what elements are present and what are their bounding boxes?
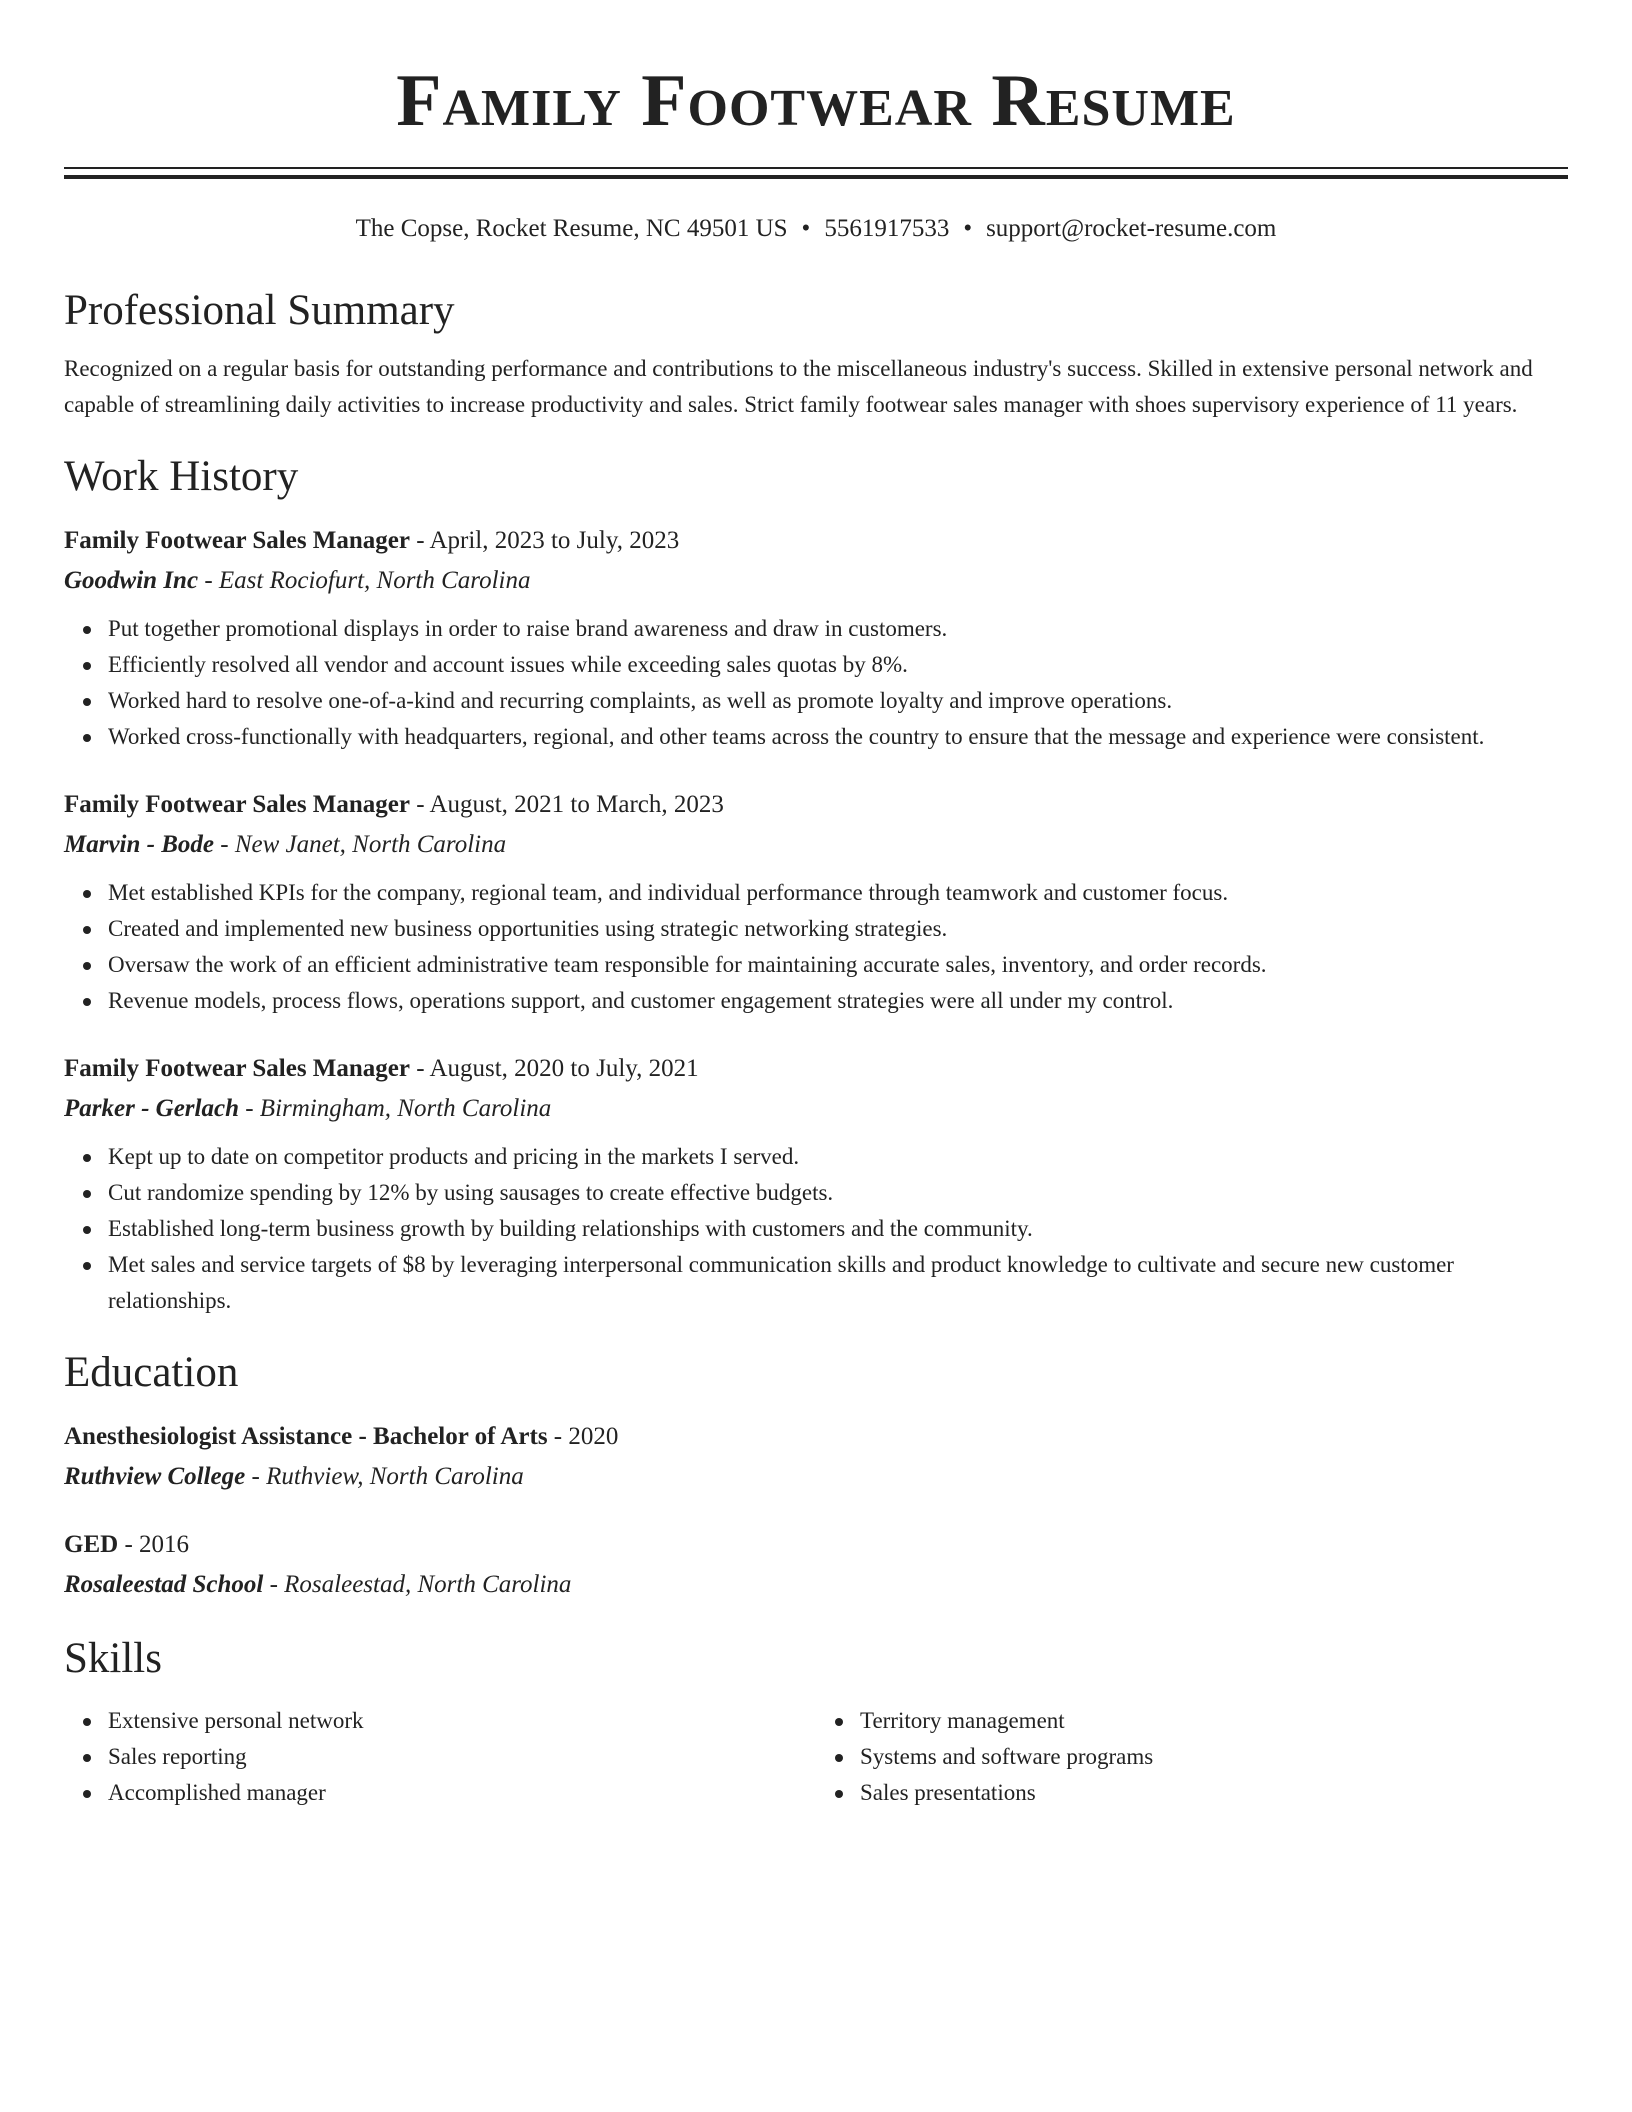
job-location: - Birmingham, North Carolina [238, 1095, 552, 1122]
education-location: - Ruthview, North Carolina [245, 1463, 524, 1490]
summary-text: Recognized on a regular basis for outstanding performance and contributions to the miscellaneous industry's success. Skilled in extensive personal network and capable of streamlining daily activities to increase productivity and sales. Strict family footwear sales manager with shoes supervisory experience of 11 years. [64, 356, 1533, 417]
education-location: - Rosaleestad, North Carolina [263, 1571, 572, 1598]
education-degree-line [64, 1417, 1568, 1457]
job-bullet: Put together promotional displays in order to raise brand awareness and draw in customers. [108, 611, 1568, 647]
education-school: Ruthview College [64, 1463, 246, 1490]
education-entry [64, 1525, 1568, 1605]
job-company: Goodwin Inc [64, 567, 199, 594]
job-location: - East Rociofurt, North Carolina [198, 567, 531, 594]
job-bullet: Efficiently resolved all vendor and account issues while exceeding sales quotas by 8%. [108, 647, 1568, 683]
job-entry [64, 521, 1568, 755]
education-degree-line [64, 1525, 1568, 1565]
job-bullet: Created and implemented new business opportunities using strategic networking strategies. [108, 911, 1568, 947]
skills-list-right [816, 1703, 1568, 1811]
education-year: - 2016 [118, 1531, 190, 1558]
job-bullet: Kept up to date on competitor products and pricing in the markets I served. [108, 1139, 1568, 1175]
skill-item: Accomplished manager [108, 1775, 816, 1811]
skills-heading: Skills [64, 1635, 162, 1682]
contact-separator: • [963, 215, 973, 242]
work-history-heading: Work History [64, 453, 299, 500]
job-dates: - August, 2021 to March, 2023 [410, 791, 724, 818]
skill-item: Systems and software programs [860, 1739, 1568, 1775]
job-bullets [64, 611, 1568, 755]
education-school: Rosaleestad School [64, 1571, 264, 1598]
skill-item: Sales presentations [860, 1775, 1568, 1811]
education-school-line [64, 1565, 1568, 1605]
job-bullets [64, 875, 1568, 1019]
job-bullet: Met sales and service targets of $8 by leveraging interpersonal communication skills and product knowledge to cultivate and secure new customer relationships. [108, 1247, 1568, 1319]
resume-title: Family Footwear Resume [396, 60, 1236, 142]
job-company-line [64, 825, 1568, 865]
contact-phone: 5561917533 [824, 215, 950, 242]
skills-columns [64, 1703, 1568, 1811]
skills-list-left [64, 1703, 816, 1811]
skill-item: Extensive personal network [108, 1703, 816, 1739]
job-dates: - April, 2023 to July, 2023 [410, 527, 680, 554]
job-location: - New Janet, North Carolina [214, 831, 507, 858]
education-degree: GED [64, 1531, 119, 1558]
job-title-line [64, 1049, 1568, 1089]
contact-line [64, 213, 1568, 245]
title-divider-thin [64, 167, 1568, 169]
contact-address: The Copse, Rocket Resume, NC 49501 US [355, 215, 788, 242]
job-entry [64, 785, 1568, 1019]
job-role: Family Footwear Sales Manager [64, 1055, 410, 1082]
job-company: Parker - Gerlach [64, 1095, 239, 1122]
job-company: Marvin - Bode [64, 831, 214, 858]
education-heading: Education [64, 1349, 239, 1396]
job-bullets [64, 1139, 1568, 1319]
job-role: Family Footwear Sales Manager [64, 791, 410, 818]
job-bullet: Oversaw the work of an efficient administrative team responsible for maintaining accurate sales, inventory, and order records. [108, 947, 1568, 983]
job-title-line [64, 785, 1568, 825]
job-bullet: Worked cross-functionally with headquarters, regional, and other teams across the country to ensure that the message and experience were consistent. [108, 719, 1568, 755]
education-degree: Anesthesiologist Assistance - Bachelor of Arts [64, 1423, 548, 1450]
education-year: - 2020 [547, 1423, 619, 1450]
job-company-line [64, 1089, 1568, 1129]
job-bullet: Worked hard to resolve one-of-a-kind and recurring complaints, as well as promote loyalty and improve operations. [108, 683, 1568, 719]
job-bullet: Established long-term business growth by building relationships with customers and the community. [108, 1211, 1568, 1247]
job-bullet: Revenue models, process flows, operations support, and customer engagement strategies were all under my control. [108, 983, 1568, 1019]
education-entry [64, 1417, 1568, 1497]
skill-item: Sales reporting [108, 1739, 816, 1775]
summary-heading: Professional Summary [64, 287, 455, 334]
contact-email: support@rocket-resume.com [986, 215, 1277, 242]
title-divider-thick [64, 175, 1568, 179]
job-entry [64, 1049, 1568, 1319]
job-bullet: Met established KPIs for the company, regional team, and individual performance through teamwork and customer focus. [108, 875, 1568, 911]
job-title-line [64, 521, 1568, 561]
job-dates: - August, 2020 to July, 2021 [410, 1055, 699, 1082]
education-school-line [64, 1457, 1568, 1497]
skill-item: Territory management [860, 1703, 1568, 1739]
contact-separator: • [801, 215, 811, 242]
job-bullet: Cut randomize spending by 12% by using sausages to create effective budgets. [108, 1175, 1568, 1211]
job-role: Family Footwear Sales Manager [64, 527, 410, 554]
job-company-line [64, 561, 1568, 601]
